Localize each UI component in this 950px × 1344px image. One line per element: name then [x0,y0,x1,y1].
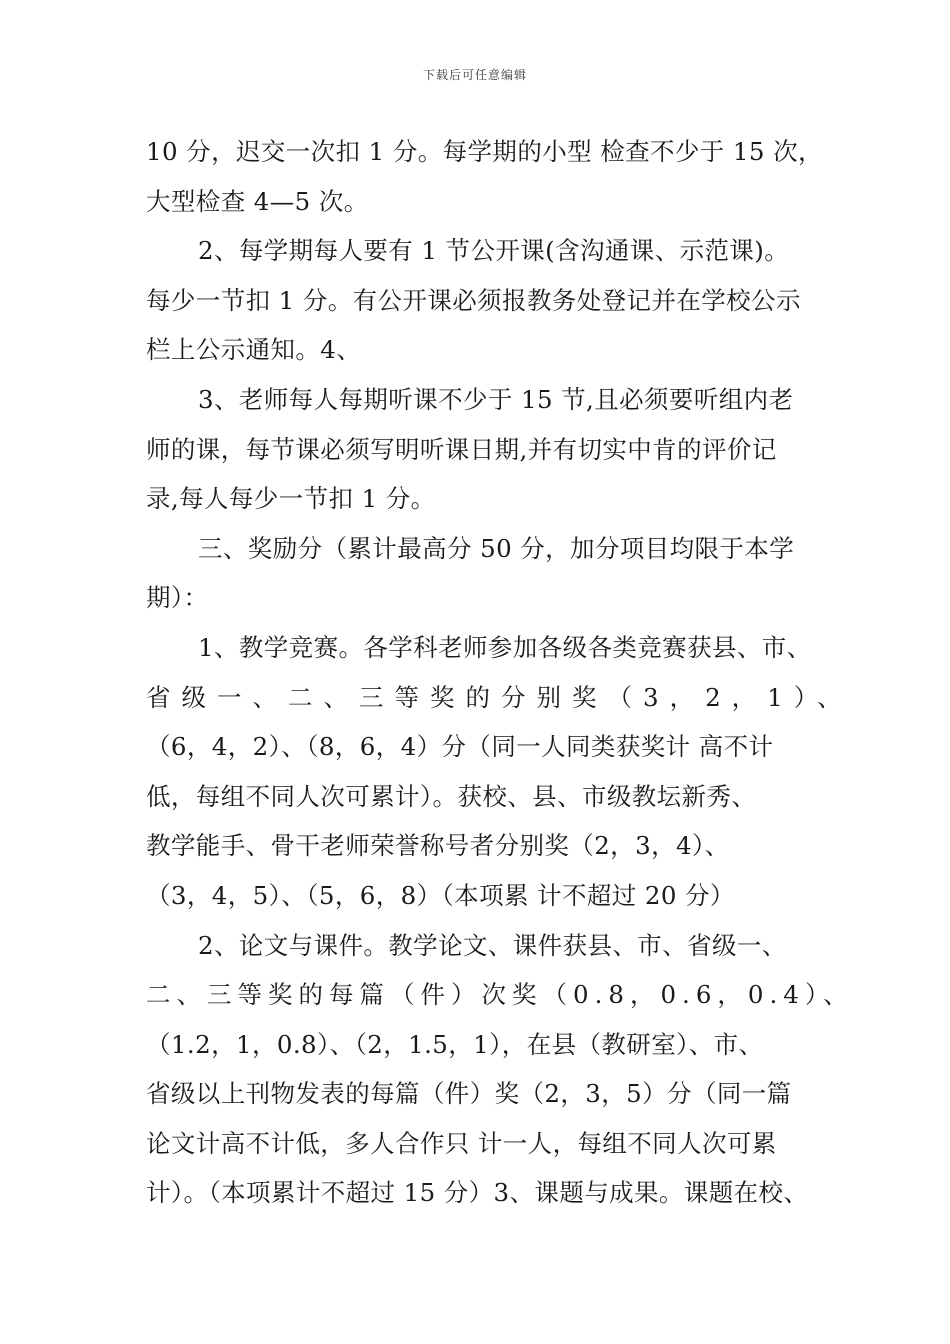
text-line: 10 分，迟交一次扣 1 分。每学期的小型 检查不少于 15 次， [146,137,823,166]
text-line: 期）： [146,583,209,613]
text-line: 省级一、二、三等奖的分别奖（3，2，1）、 [146,682,853,712]
page-header: 下载后可任意编辑 [422,68,527,82]
document-body [146,127,854,1218]
text-line: （6，4，2）、（8，6，4）分（同一人同类获奖计 高不计 [146,732,774,762]
text-line: 省级以上刊物发表的每篇（件）奖（2，3，5）分（同一篇 [146,1079,792,1109]
text-line: 2、论文与课件。教学论文、课件获县、市、省级一、 [198,930,787,960]
text-line: （3，4，5）、（5，6，8）（本项累 计不超过 20 分） [146,880,735,910]
text-line: 大型检查 4—5 次。 [146,186,369,216]
text-line: 每少一节扣 1 分。有公开课必须报教务处登记并在学校公示 [146,285,801,315]
text-line: 教学能手、骨干老师荣誉称号者分别奖（2，3，4）、 [146,831,730,861]
text-line: 计）。（本项累计不超过 15 分）3、课题与成果。课题在校、 [146,1178,809,1208]
text-line: 2、每学期每人要有 1 节公开课(含沟通课、示范课)。 [198,236,790,266]
text-line: 低，每组不同人次可累计）。获校、县、市级教坛新秀、 [146,781,757,811]
text-line: 3、老师每人每期听课不少于 15 节,且必须要听组内老 [198,384,794,414]
text-line: 师的课，每节课必须写明听课日期,并有切实中肯的评价记 [146,434,777,464]
text-line: 论文计高不计低，多人合作只 计一人，每组不同人次可累 [146,1128,777,1158]
text-line: 录,每人每少一节扣 1 分。 [146,484,436,514]
text-line: 1、教学竞赛。各学科老师参加各级各类竞赛获县、市、 [198,632,812,662]
section-heading: 三、奖励分（累计最高分 50 分，加分项目均限于本学 [198,533,795,563]
text-line: 二、三等奖的每篇（件）次奖（0.8，0.6，0.4）、 [146,980,854,1010]
text-line: （1.2，1，0.8）、（2，1.5，1），在县（教研室）、市、 [146,1029,764,1059]
text-line: 栏上公示通知。4、 [146,335,362,365]
